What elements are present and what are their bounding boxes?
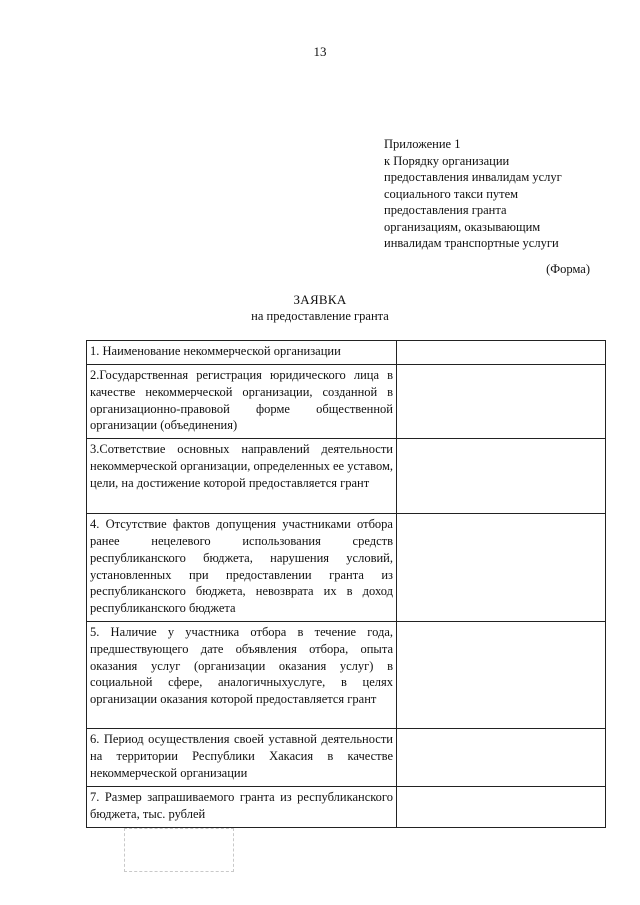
faint-stamp: [124, 828, 234, 872]
document-title: ЗАЯВКА: [293, 292, 347, 307]
appendix-line: предоставления инвалидам услуг: [384, 170, 562, 184]
row-label: 5. Наличие у участника отбора в течение года, предшествующего дате объявления отбора, опыта оказания услуг (организации оказания услуг) в социальной сфере, аналогичныхуслуге, в целях организации оказания которой предоставляется грант: [87, 621, 397, 728]
row-value-field[interactable]: [397, 365, 606, 439]
row-value-field[interactable]: [397, 341, 606, 365]
application-table: [86, 340, 606, 828]
row-value-field[interactable]: [397, 786, 606, 827]
row-label: 4. Отсутствие фактов допущения участниками отбора ранее нецелевого использования средств республиканского бюджета, нарушения условий, установленных при предоставлении гранта из республиканского бюджета, невозврата их в доход республиканского бюджета: [87, 514, 397, 622]
appendix-line: социального такси путем: [384, 186, 519, 201]
row-label: 2.Государственная регистрация юридического лица в качестве некоммерческой организации, созданной в организационно-правовой форме общественной организации (объединения): [87, 365, 397, 439]
row-label: 6. Период осуществления своей уставной деятельности на территории Республики Хакасия в качестве некоммерческой организации: [87, 728, 397, 786]
page-number: 13: [313, 44, 327, 59]
appendix-line: Приложение 1: [384, 137, 461, 151]
table-row: [87, 786, 606, 827]
row-value-field[interactable]: [397, 621, 606, 728]
row-value-field[interactable]: [397, 439, 606, 514]
document-subtitle: на предоставление гранта: [251, 309, 389, 323]
row-value-field[interactable]: [397, 728, 606, 786]
table-row: [87, 341, 606, 365]
table-row: [87, 621, 606, 728]
form-label: (Форма): [546, 262, 590, 276]
appendix-line: предоставления гранта: [384, 203, 507, 217]
row-label: 1. Наименование некоммерческой организации: [87, 341, 397, 365]
row-label: 3.Сответствие основных направлений деятельности некоммерческой организации, определенных ее уставом, цели, на достижение которой предоставляется грант: [87, 439, 397, 514]
row-value-field[interactable]: [397, 514, 606, 622]
appendix-line: организациям, оказывающим: [384, 219, 541, 234]
table-row: [87, 728, 606, 786]
table-row: [87, 439, 606, 514]
appendix-line: к Порядку организации: [384, 153, 510, 168]
table-row: [87, 514, 606, 622]
table-row: [87, 365, 606, 439]
appendix-line: инвалидам транспортные услуги: [384, 236, 559, 250]
row-label: 7. Размер запрашиваемого гранта из республиканского бюджета, тыс. рублей: [87, 786, 397, 827]
appendix-note: [384, 136, 614, 252]
